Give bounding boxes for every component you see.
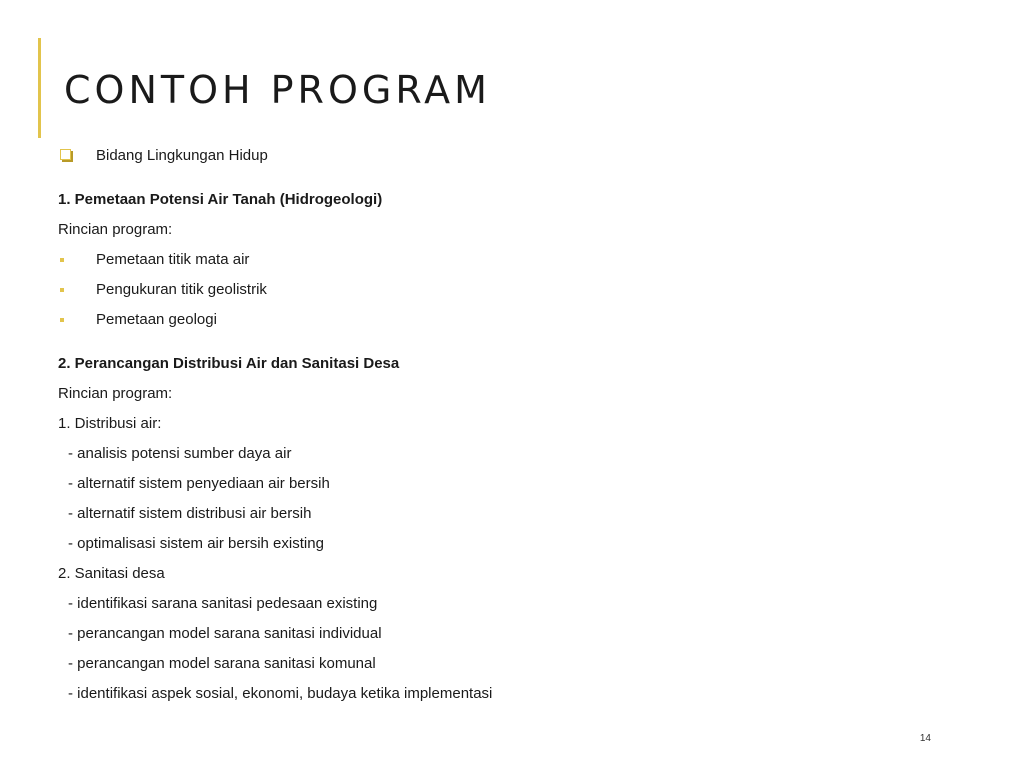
program2-detail-text: Rincian program:	[58, 385, 173, 402]
program1-detail-text: Rincian program:	[58, 221, 173, 238]
list-item-text: - perancangan model sarana sanitasi individual	[68, 625, 382, 642]
list-item-text: - optimalisasi sistem air bersih existing	[68, 535, 324, 552]
square-bullet-icon	[60, 288, 64, 292]
list-item	[58, 652, 938, 682]
program1-heading-main: 1. Pemetaan Potensi Air Tanah	[58, 191, 280, 208]
list-item-text: Pemetaan titik mata air	[96, 251, 250, 268]
checkbox-bullet-icon	[60, 149, 71, 160]
program2-heading-text: 2. Perancangan Distribusi Air dan Sanitasi Desa	[58, 355, 400, 372]
list-item-text: - identifikasi sarana sanitasi pedesaan existing	[68, 595, 378, 612]
list-item	[58, 472, 938, 502]
square-bullet-icon	[60, 318, 64, 322]
list-item-text: - alternatif sistem penyediaan air bersih	[68, 475, 330, 492]
list-item	[58, 592, 938, 622]
page-number: 14	[919, 733, 931, 744]
group2-title: 2. Sanitasi desa	[58, 565, 165, 582]
program1-heading-paren: (Hidrogeologi)	[279, 191, 383, 208]
list-item-text: Pemetaan geologi	[96, 311, 217, 328]
program2-heading	[58, 352, 938, 382]
list-item	[58, 248, 938, 278]
group1-title: 1. Distribusi air:	[58, 415, 162, 432]
list-item-text: Pengukuran titik geolistrik	[96, 281, 267, 298]
list-item	[58, 442, 938, 472]
program2-detail-label	[58, 382, 938, 412]
program1-heading	[58, 188, 938, 218]
list-item-text: - alternatif sistem distribusi air bersih	[68, 505, 312, 522]
list-item	[58, 682, 938, 712]
page-title: CONTOH PROGRAM	[64, 68, 491, 112]
list-item	[58, 502, 938, 532]
topic-label: Bidang Lingkungan Hidup	[96, 147, 268, 164]
list-item	[58, 278, 938, 308]
group-title	[58, 562, 938, 592]
square-bullet-icon	[60, 258, 64, 262]
list-item	[58, 532, 938, 562]
group-title	[58, 412, 938, 442]
list-item-text: - analisis potensi sumber daya air	[68, 445, 292, 462]
topic-item	[58, 144, 938, 174]
list-item	[58, 622, 938, 652]
list-item-text: - perancangan model sarana sanitasi komunal	[68, 655, 376, 672]
list-item	[58, 308, 938, 338]
program1-detail-label	[58, 218, 938, 248]
title-accent-bar	[38, 38, 41, 138]
slide-content	[58, 144, 938, 712]
list-item-text: - identifikasi aspek sosial, ekonomi, budaya ketika implementasi	[68, 685, 493, 702]
